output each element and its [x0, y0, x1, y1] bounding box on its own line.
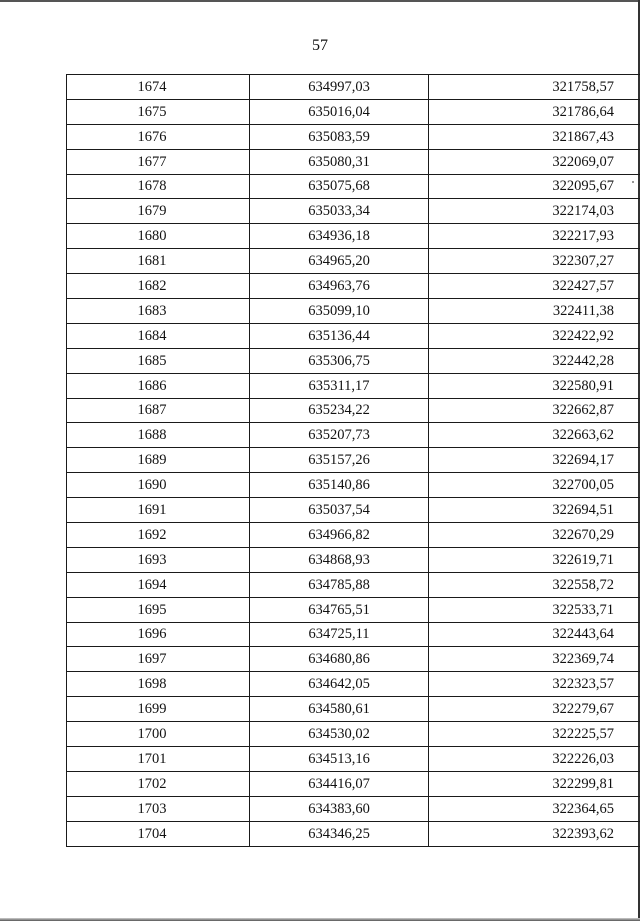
- table-row: [67, 149, 640, 174]
- y-coordinate-cell: 322533,71: [429, 597, 640, 622]
- point-number-cell: 1697: [67, 647, 250, 672]
- x-coordinate-cell: 635306,75: [250, 348, 429, 373]
- coordinates-table-body: [67, 75, 640, 847]
- x-coordinate-cell: 634580,61: [250, 697, 429, 722]
- x-coordinate-cell: 634765,51: [250, 597, 429, 622]
- table-row: [67, 572, 640, 597]
- table-row: [67, 249, 640, 274]
- table-row: [67, 75, 640, 100]
- y-coordinate-cell: 322411,38: [429, 299, 640, 324]
- coordinates-table: [66, 74, 640, 847]
- table-row: [67, 547, 640, 572]
- point-number-cell: 1699: [67, 697, 250, 722]
- table-row: [67, 697, 640, 722]
- table-row: [67, 174, 640, 199]
- table-row: [67, 597, 640, 622]
- table-row: [67, 771, 640, 796]
- y-coordinate-cell: 322364,65: [429, 796, 640, 821]
- point-number-cell: 1689: [67, 448, 250, 473]
- y-coordinate-cell: 322323,57: [429, 672, 640, 697]
- table-row: [67, 473, 640, 498]
- point-number-cell: 1686: [67, 373, 250, 398]
- table-row: [67, 224, 640, 249]
- x-coordinate-cell: 635157,26: [250, 448, 429, 473]
- point-number-cell: 1698: [67, 672, 250, 697]
- point-number-cell: 1680: [67, 224, 250, 249]
- point-number-cell: 1704: [67, 821, 250, 846]
- y-coordinate-cell: 321786,64: [429, 99, 640, 124]
- y-coordinate-cell: 322369,74: [429, 647, 640, 672]
- table-row: [67, 99, 640, 124]
- table-row: [67, 299, 640, 324]
- table-row: [67, 821, 640, 846]
- point-number-cell: 1674: [67, 75, 250, 100]
- x-coordinate-cell: 634530,02: [250, 722, 429, 747]
- point-number-cell: 1703: [67, 796, 250, 821]
- table-row: [67, 323, 640, 348]
- x-coordinate-cell: 634785,88: [250, 572, 429, 597]
- point-number-cell: 1692: [67, 523, 250, 548]
- x-coordinate-cell: 635136,44: [250, 323, 429, 348]
- x-coordinate-cell: 635080,31: [250, 149, 429, 174]
- table-row: [67, 622, 640, 647]
- y-coordinate-cell: 322558,72: [429, 572, 640, 597]
- table-row: [67, 498, 640, 523]
- x-coordinate-cell: 634936,18: [250, 224, 429, 249]
- y-coordinate-cell: 322427,57: [429, 274, 640, 299]
- x-coordinate-cell: 634346,25: [250, 821, 429, 846]
- y-coordinate-cell: 322443,64: [429, 622, 640, 647]
- y-coordinate-cell: 322694,51: [429, 498, 640, 523]
- y-coordinate-cell: 322663,62: [429, 423, 640, 448]
- point-number-cell: 1693: [67, 547, 250, 572]
- page-number: 57: [312, 37, 328, 54]
- table-row: [67, 523, 640, 548]
- point-number-cell: 1688: [67, 423, 250, 448]
- y-coordinate-cell: 321758,57: [429, 75, 640, 100]
- x-coordinate-cell: 635016,04: [250, 99, 429, 124]
- point-number-cell: 1675: [67, 99, 250, 124]
- point-number-cell: 1677: [67, 149, 250, 174]
- y-coordinate-cell: 322217,93: [429, 224, 640, 249]
- x-coordinate-cell: 635311,17: [250, 373, 429, 398]
- x-coordinate-cell: 634416,07: [250, 771, 429, 796]
- table-row: [67, 448, 640, 473]
- x-coordinate-cell: 635099,10: [250, 299, 429, 324]
- x-coordinate-cell: 634963,76: [250, 274, 429, 299]
- point-number-cell: 1682: [67, 274, 250, 299]
- table-row: [67, 124, 640, 149]
- table-row: [67, 199, 640, 224]
- x-coordinate-cell: 634868,93: [250, 547, 429, 572]
- scan-edge-top: [0, 0, 640, 2]
- y-coordinate-cell: 322694,17: [429, 448, 640, 473]
- x-coordinate-cell: 635083,59: [250, 124, 429, 149]
- y-coordinate-cell: 322670,29: [429, 523, 640, 548]
- x-coordinate-cell: 634966,82: [250, 523, 429, 548]
- point-number-cell: 1687: [67, 398, 250, 423]
- point-number-cell: 1694: [67, 572, 250, 597]
- point-number-cell: 1691: [67, 498, 250, 523]
- y-coordinate-cell: 322662,87: [429, 398, 640, 423]
- x-coordinate-cell: 634642,05: [250, 672, 429, 697]
- point-number-cell: 1681: [67, 249, 250, 274]
- y-coordinate-cell: 322580,91: [429, 373, 640, 398]
- y-coordinate-cell: 322225,57: [429, 722, 640, 747]
- y-coordinate-cell: 322279,67: [429, 697, 640, 722]
- y-coordinate-cell: 322299,81: [429, 771, 640, 796]
- x-coordinate-cell: 635234,22: [250, 398, 429, 423]
- x-coordinate-cell: 634965,20: [250, 249, 429, 274]
- point-number-cell: 1678: [67, 174, 250, 199]
- point-number-cell: 1679: [67, 199, 250, 224]
- point-number-cell: 1684: [67, 323, 250, 348]
- x-coordinate-cell: 635075,68: [250, 174, 429, 199]
- y-coordinate-cell: 322442,28: [429, 348, 640, 373]
- y-coordinate-cell: 322422,92: [429, 323, 640, 348]
- table-row: [67, 398, 640, 423]
- table-row: [67, 647, 640, 672]
- table-row: [67, 348, 640, 373]
- y-coordinate-cell: 322700,05: [429, 473, 640, 498]
- point-number-cell: 1685: [67, 348, 250, 373]
- x-coordinate-cell: 634725,11: [250, 622, 429, 647]
- x-coordinate-cell: 634513,16: [250, 747, 429, 772]
- y-coordinate-cell: 322226,03: [429, 747, 640, 772]
- y-coordinate-cell: 322393,62: [429, 821, 640, 846]
- x-coordinate-cell: 634680,86: [250, 647, 429, 672]
- point-number-cell: 1701: [67, 747, 250, 772]
- x-coordinate-cell: 634997,03: [250, 75, 429, 100]
- point-number-cell: 1690: [67, 473, 250, 498]
- x-coordinate-cell: 635140,86: [250, 473, 429, 498]
- table-row: [67, 672, 640, 697]
- table-row: [67, 747, 640, 772]
- table-row: [67, 722, 640, 747]
- y-coordinate-cell: 322307,27: [429, 249, 640, 274]
- point-number-cell: 1700: [67, 722, 250, 747]
- x-coordinate-cell: 635207,73: [250, 423, 429, 448]
- y-coordinate-cell: 322095,67: [429, 174, 640, 199]
- y-coordinate-cell: 322069,07: [429, 149, 640, 174]
- y-coordinate-cell: 322174,03: [429, 199, 640, 224]
- x-coordinate-cell: 635033,34: [250, 199, 429, 224]
- point-number-cell: 1696: [67, 622, 250, 647]
- y-coordinate-cell: 321867,43: [429, 124, 640, 149]
- x-coordinate-cell: 635037,54: [250, 498, 429, 523]
- point-number-cell: 1683: [67, 299, 250, 324]
- point-number-cell: 1695: [67, 597, 250, 622]
- point-number-cell: 1676: [67, 124, 250, 149]
- table-row: [67, 796, 640, 821]
- x-coordinate-cell: 634383,60: [250, 796, 429, 821]
- point-number-cell: 1702: [67, 771, 250, 796]
- y-coordinate-cell: 322619,71: [429, 547, 640, 572]
- table-row: [67, 373, 640, 398]
- table-row: [67, 274, 640, 299]
- table-row: [67, 423, 640, 448]
